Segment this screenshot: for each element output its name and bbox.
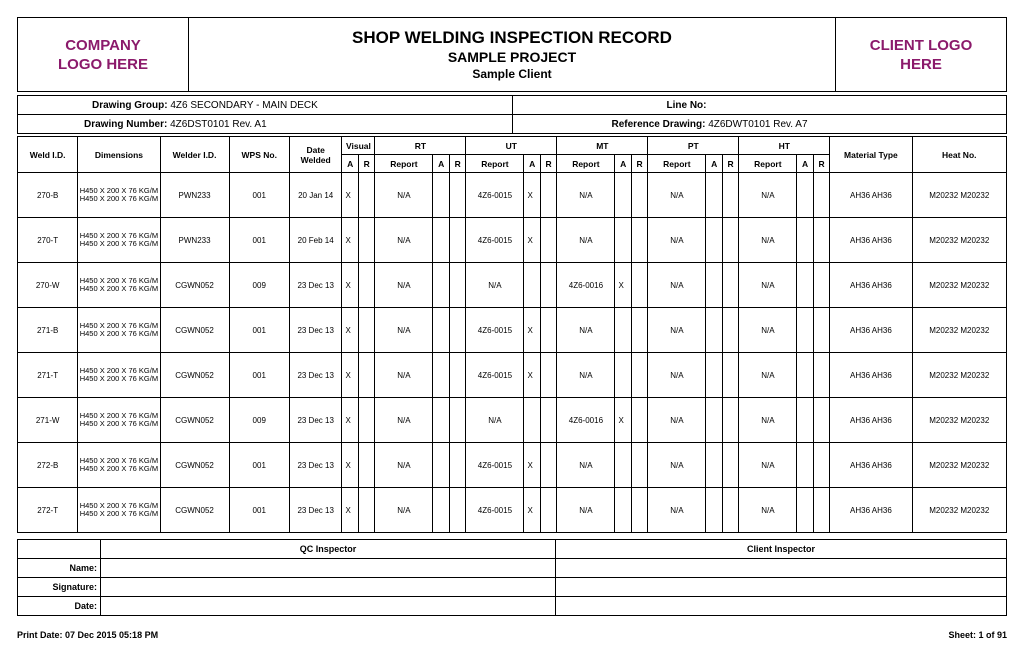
table-row <box>18 398 1007 443</box>
cell-pt-a <box>706 353 722 398</box>
cell-ht-a <box>797 218 813 263</box>
cell-rt-r <box>449 443 465 488</box>
cell-weld-id: 270-B <box>18 173 78 218</box>
signoff-table <box>17 539 1007 616</box>
cell-ut-a <box>524 263 540 308</box>
ut-a: A <box>524 155 540 173</box>
cell-pt-a <box>706 308 722 353</box>
cell-ut-a: X <box>524 173 540 218</box>
cell-dimensions: H450 X 200 X 76 KG/M H450 X 200 X 76 KG/M <box>78 308 160 353</box>
cell-rt-report: N/A <box>375 218 433 263</box>
page-footer <box>17 630 1007 640</box>
cell-ut-r <box>540 263 556 308</box>
cell-welder-id: CGWN052 <box>160 353 229 398</box>
cell-ht-report: N/A <box>739 398 797 443</box>
mt-r: R <box>631 155 647 173</box>
visual-r: R <box>358 155 374 173</box>
cell-mt-r <box>631 218 647 263</box>
cell-rt-a <box>433 353 449 398</box>
cell-visual-r <box>358 308 374 353</box>
cell-ht-report: N/A <box>739 218 797 263</box>
cell-ht-a <box>797 308 813 353</box>
cell-welder-id: PWN233 <box>160 218 229 263</box>
cell-ht-a <box>797 398 813 443</box>
col-heat-no: Heat No. <box>912 137 1006 173</box>
pt-r: R <box>722 155 738 173</box>
cell-ut-r <box>540 488 556 533</box>
client-date-field[interactable] <box>556 597 1007 616</box>
cell-ut-report: N/A <box>466 398 524 443</box>
client-signature-field[interactable] <box>556 578 1007 597</box>
pt-a: A <box>706 155 722 173</box>
cell-wps-no: 001 <box>229 443 289 488</box>
reference-drawing-value: 4Z6DWT0101 Rev. A7 <box>708 118 808 130</box>
cell-date-welded: 23 Dec 13 <box>289 308 342 353</box>
cell-ut-report: 4Z6-0015 <box>466 353 524 398</box>
cell-ht-r <box>813 263 829 308</box>
cell-rt-a <box>433 308 449 353</box>
cell-date-welded: 23 Dec 13 <box>289 353 342 398</box>
cell-weld-id: 270-T <box>18 218 78 263</box>
cell-rt-report: N/A <box>375 353 433 398</box>
cell-weld-id: 271-B <box>18 308 78 353</box>
cell-pt-a <box>706 488 722 533</box>
cell-rt-r <box>449 308 465 353</box>
cell-pt-r <box>722 488 738 533</box>
project-name: SAMPLE PROJECT <box>447 48 577 65</box>
cell-ut-report: 4Z6-0015 <box>466 488 524 533</box>
cell-mt-a: X <box>615 263 631 308</box>
cell-ht-report: N/A <box>739 353 797 398</box>
cell-weld-id: 271-W <box>18 398 78 443</box>
cell-pt-report: N/A <box>648 173 706 218</box>
cell-ht-report: N/A <box>739 308 797 353</box>
cell-ht-r <box>813 308 829 353</box>
cell-mt-r <box>631 398 647 443</box>
cell-ut-r <box>540 308 556 353</box>
cell-visual-r <box>358 443 374 488</box>
cell-rt-report: N/A <box>375 263 433 308</box>
cell-heat-no: M20232 M20232 <box>912 308 1006 353</box>
cell-ht-a <box>797 443 813 488</box>
cell-ht-a <box>797 173 813 218</box>
cell-pt-report: N/A <box>648 308 706 353</box>
col-rt: RT <box>375 137 466 155</box>
col-welder-id: Welder I.D. <box>160 137 229 173</box>
cell-dimensions: H450 X 200 X 76 KG/M H450 X 200 X 76 KG/M <box>78 488 160 533</box>
cell-visual-r <box>358 398 374 443</box>
client-inspector-header: Client Inspector <box>556 540 1007 559</box>
cell-welder-id: CGWN052 <box>160 488 229 533</box>
print-date: Print Date: 07 Dec 2015 05:18 PM <box>17 630 159 640</box>
cell-ut-a: X <box>524 353 540 398</box>
cell-ut-r <box>540 443 556 488</box>
cell-date-welded: 23 Dec 13 <box>289 488 342 533</box>
cell-ht-r <box>813 218 829 263</box>
cell-pt-report: N/A <box>648 353 706 398</box>
cell-visual-r <box>358 263 374 308</box>
cell-wps-no: 009 <box>229 398 289 443</box>
qc-date-field[interactable] <box>101 597 556 616</box>
cell-date-welded: 20 Feb 14 <box>289 218 342 263</box>
ht-a: A <box>797 155 813 173</box>
cell-visual-a: X <box>342 353 358 398</box>
cell-mt-r <box>631 443 647 488</box>
cell-ut-report: 4Z6-0015 <box>466 173 524 218</box>
cell-visual-r <box>358 488 374 533</box>
cell-pt-r <box>722 443 738 488</box>
cell-heat-no: M20232 M20232 <box>912 263 1006 308</box>
cell-mt-a <box>615 353 631 398</box>
cell-pt-a <box>706 218 722 263</box>
cell-pt-r <box>722 308 738 353</box>
cell-welder-id: CGWN052 <box>160 443 229 488</box>
col-wps-no: WPS No. <box>229 137 289 173</box>
signature-label: Signature: <box>18 578 101 597</box>
cell-ht-r <box>813 398 829 443</box>
col-ht: HT <box>739 137 830 155</box>
col-dimensions: Dimensions <box>78 137 160 173</box>
cell-mt-r <box>631 353 647 398</box>
rt-report: Report <box>375 155 433 173</box>
mt-a: A <box>615 155 631 173</box>
line-no-label: Line No: <box>666 99 707 111</box>
col-weld-id: Weld I.D. <box>18 137 78 173</box>
table-row <box>18 353 1007 398</box>
cell-material-type: AH36 AH36 <box>830 263 912 308</box>
cell-mt-report: N/A <box>557 353 615 398</box>
weld-rows <box>18 173 1007 533</box>
cell-ht-r <box>813 173 829 218</box>
cell-mt-report: 4Z6-0016 <box>557 398 615 443</box>
cell-dimensions: H450 X 200 X 76 KG/M H450 X 200 X 76 KG/M <box>78 263 160 308</box>
drawing-info <box>17 95 1007 134</box>
col-visual: Visual <box>342 137 375 155</box>
cell-visual-a: X <box>342 263 358 308</box>
cell-material-type: AH36 AH36 <box>830 353 912 398</box>
cell-pt-r <box>722 218 738 263</box>
visual-a: A <box>342 155 358 173</box>
cell-ut-report: N/A <box>466 263 524 308</box>
cell-wps-no: 001 <box>229 218 289 263</box>
cell-rt-a <box>433 398 449 443</box>
cell-heat-no: M20232 M20232 <box>912 488 1006 533</box>
col-material-type: Material Type <box>830 137 912 173</box>
cell-heat-no: M20232 M20232 <box>912 443 1006 488</box>
cell-weld-id: 271-T <box>18 353 78 398</box>
name-label: Name: <box>18 559 101 578</box>
cell-pt-report: N/A <box>648 443 706 488</box>
report-title: SHOP WELDING INSPECTION RECORD <box>352 27 672 47</box>
cell-wps-no: 001 <box>229 488 289 533</box>
cell-pt-r <box>722 398 738 443</box>
cell-material-type: AH36 AH36 <box>830 173 912 218</box>
cell-wps-no: 001 <box>229 308 289 353</box>
cell-ut-report: 4Z6-0015 <box>466 218 524 263</box>
cell-rt-report: N/A <box>375 308 433 353</box>
col-date-welded: Date Welded <box>289 137 342 173</box>
cell-ht-r <box>813 488 829 533</box>
cell-rt-a <box>433 173 449 218</box>
cell-wps-no: 009 <box>229 263 289 308</box>
cell-ht-report: N/A <box>739 488 797 533</box>
qc-inspector-header: QC Inspector <box>101 540 556 559</box>
cell-weld-id: 272-B <box>18 443 78 488</box>
cell-pt-report: N/A <box>648 398 706 443</box>
cell-mt-report: N/A <box>557 308 615 353</box>
cell-ut-a: X <box>524 488 540 533</box>
title-cell <box>189 18 836 92</box>
cell-ut-r <box>540 398 556 443</box>
cell-mt-a <box>615 218 631 263</box>
client-name-field[interactable] <box>556 559 1007 578</box>
table-row <box>18 488 1007 533</box>
cell-material-type: AH36 AH36 <box>830 398 912 443</box>
drawing-number-cell <box>18 115 513 134</box>
cell-welder-id: CGWN052 <box>160 263 229 308</box>
cell-mt-a <box>615 488 631 533</box>
cell-visual-r <box>358 353 374 398</box>
drawing-group-value: 4Z6 SECONDARY - MAIN DECK <box>170 99 318 111</box>
cell-mt-a <box>615 443 631 488</box>
drawing-group-label: Drawing Group: <box>92 99 168 111</box>
cell-heat-no: M20232 M20232 <box>912 398 1006 443</box>
cell-ht-a <box>797 353 813 398</box>
cell-rt-a <box>433 488 449 533</box>
cell-heat-no: M20232 M20232 <box>912 353 1006 398</box>
cell-mt-report: N/A <box>557 488 615 533</box>
cell-pt-report: N/A <box>648 218 706 263</box>
cell-wps-no: 001 <box>229 353 289 398</box>
cell-rt-r <box>449 218 465 263</box>
cell-weld-id: 272-T <box>18 488 78 533</box>
cell-welder-id: CGWN052 <box>160 398 229 443</box>
cell-date-welded: 23 Dec 13 <box>289 443 342 488</box>
cell-ut-r <box>540 218 556 263</box>
table-row <box>18 308 1007 353</box>
col-ut: UT <box>466 137 557 155</box>
cell-mt-r <box>631 173 647 218</box>
pt-report: Report <box>648 155 706 173</box>
cell-pt-a <box>706 263 722 308</box>
client-name: Sample Client <box>472 66 552 81</box>
reference-drawing-cell <box>512 115 1007 134</box>
cell-visual-a: X <box>342 443 358 488</box>
weld-table <box>17 136 1007 533</box>
cell-visual-a: X <box>342 308 358 353</box>
table-row <box>18 263 1007 308</box>
date-label: Date: <box>18 597 101 616</box>
cell-ut-a: X <box>524 308 540 353</box>
rt-r: R <box>449 155 465 173</box>
cell-heat-no: M20232 M20232 <box>912 218 1006 263</box>
cell-mt-a <box>615 173 631 218</box>
mt-report: Report <box>557 155 615 173</box>
cell-material-type: AH36 AH36 <box>830 443 912 488</box>
company-logo-cell <box>18 18 189 92</box>
cell-pt-r <box>722 173 738 218</box>
table-row <box>18 218 1007 263</box>
cell-mt-a <box>615 308 631 353</box>
cell-visual-a: X <box>342 218 358 263</box>
ut-report: Report <box>466 155 524 173</box>
cell-rt-report: N/A <box>375 443 433 488</box>
cell-ut-a: X <box>524 443 540 488</box>
cell-mt-r <box>631 308 647 353</box>
cell-mt-a: X <box>615 398 631 443</box>
cell-welder-id: PWN233 <box>160 173 229 218</box>
cell-ut-report: 4Z6-0015 <box>466 443 524 488</box>
cell-ut-a: X <box>524 218 540 263</box>
cell-ht-a <box>797 488 813 533</box>
report-header <box>17 17 1007 92</box>
cell-pt-a <box>706 398 722 443</box>
cell-ut-r <box>540 173 556 218</box>
cell-pt-report: N/A <box>648 488 706 533</box>
line-no-cell <box>512 96 1007 115</box>
cell-rt-r <box>449 488 465 533</box>
cell-dimensions: H450 X 200 X 76 KG/M H450 X 200 X 76 KG/M <box>78 218 160 263</box>
cell-mt-report: 4Z6-0016 <box>557 263 615 308</box>
qc-signature-field[interactable] <box>101 578 556 597</box>
cell-rt-a <box>433 263 449 308</box>
cell-rt-r <box>449 398 465 443</box>
company-logo: COMPANY LOGO HERE <box>57 36 148 73</box>
cell-pt-a <box>706 173 722 218</box>
cell-ht-report: N/A <box>739 443 797 488</box>
cell-ht-report: N/A <box>739 173 797 218</box>
cell-mt-r <box>631 263 647 308</box>
ht-report: Report <box>739 155 797 173</box>
cell-material-type: AH36 AH36 <box>830 488 912 533</box>
cell-ut-a <box>524 398 540 443</box>
cell-pt-report: N/A <box>648 263 706 308</box>
cell-rt-a <box>433 443 449 488</box>
cell-rt-r <box>449 263 465 308</box>
cell-visual-a: X <box>342 398 358 443</box>
col-pt: PT <box>648 137 739 155</box>
cell-dimensions: H450 X 200 X 76 KG/M H450 X 200 X 76 KG/M <box>78 443 160 488</box>
cell-ht-r <box>813 353 829 398</box>
cell-visual-a: X <box>342 488 358 533</box>
cell-ht-a <box>797 263 813 308</box>
rt-a: A <box>433 155 449 173</box>
ht-r: R <box>813 155 829 173</box>
table-row <box>18 173 1007 218</box>
cell-ht-r <box>813 443 829 488</box>
cell-rt-a <box>433 218 449 263</box>
client-logo-cell <box>836 18 1007 92</box>
cell-heat-no: M20232 M20232 <box>912 173 1006 218</box>
cell-mt-report: N/A <box>557 173 615 218</box>
cell-welder-id: CGWN052 <box>160 308 229 353</box>
cell-dimensions: H450 X 200 X 76 KG/M H450 X 200 X 76 KG/M <box>78 353 160 398</box>
col-mt: MT <box>557 137 648 155</box>
cell-material-type: AH36 AH36 <box>830 308 912 353</box>
qc-name-field[interactable] <box>101 559 556 578</box>
cell-visual-r <box>358 218 374 263</box>
drawing-group-cell <box>18 96 513 115</box>
cell-pt-a <box>706 443 722 488</box>
cell-pt-r <box>722 353 738 398</box>
cell-mt-report: N/A <box>557 443 615 488</box>
cell-date-welded: 23 Dec 13 <box>289 398 342 443</box>
cell-ht-report: N/A <box>739 263 797 308</box>
cell-mt-r <box>631 488 647 533</box>
cell-wps-no: 001 <box>229 173 289 218</box>
table-row <box>18 443 1007 488</box>
cell-dimensions: H450 X 200 X 76 KG/M H450 X 200 X 76 KG/M <box>78 173 160 218</box>
drawing-number-value: 4Z6DST0101 Rev. A1 <box>170 118 267 130</box>
signoff-corner <box>18 540 101 559</box>
cell-rt-report: N/A <box>375 398 433 443</box>
cell-material-type: AH36 AH36 <box>830 218 912 263</box>
sheet-number: Sheet: 1 of 91 <box>948 630 1007 640</box>
cell-date-welded: 23 Dec 13 <box>289 263 342 308</box>
drawing-number-label: Drawing Number: <box>84 118 168 130</box>
cell-visual-a: X <box>342 173 358 218</box>
cell-date-welded: 20 Jan 14 <box>289 173 342 218</box>
cell-ut-r <box>540 353 556 398</box>
cell-rt-r <box>449 353 465 398</box>
reference-drawing-label: Reference Drawing: <box>611 118 706 130</box>
cell-dimensions: H450 X 200 X 76 KG/M H450 X 200 X 76 KG/M <box>78 398 160 443</box>
cell-ut-report: 4Z6-0015 <box>466 308 524 353</box>
cell-visual-r <box>358 173 374 218</box>
cell-rt-report: N/A <box>375 488 433 533</box>
cell-weld-id: 270-W <box>18 263 78 308</box>
cell-rt-report: N/A <box>375 173 433 218</box>
cell-rt-r <box>449 173 465 218</box>
ut-r: R <box>540 155 556 173</box>
cell-mt-report: N/A <box>557 218 615 263</box>
cell-pt-r <box>722 263 738 308</box>
client-logo: CLIENT LOGO HERE <box>869 36 973 73</box>
